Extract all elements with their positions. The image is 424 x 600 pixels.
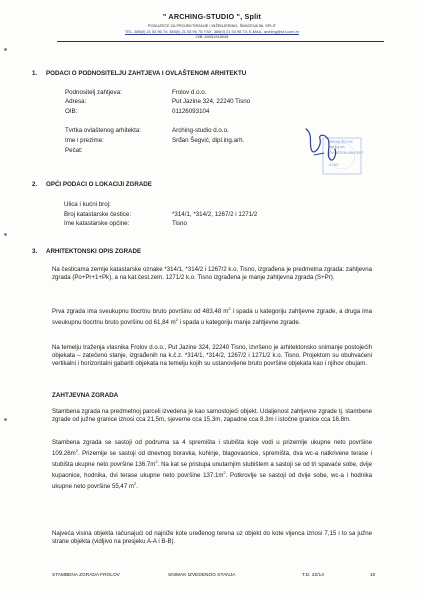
binding-hole (4, 233, 7, 236)
paragraph-survey: Na temelju traženja vlasnika Frolov d.o.o., Put Jazine 324, 22240 Tisno, izvršeno je arhitektonsko snimanje postojećih objekata – zatečeno stanje, izgrađenih na k.č.z. *314/1, *314/2, 1267/2 i 1271/2 k.o. Tisno. Projektom su obuhvaćeni vertikalni i horizontalni gabariti objekata na temelju kojih su ustanovljene bruto površine objekata kao i njihov obujam. (52, 344, 372, 367)
footer-document-type: SNIMAK IZVEDENOG STANJA (168, 573, 236, 578)
stamp-line: OVLAŠTENI ARHITEKT (329, 151, 364, 155)
company-contact: TEL. 385(0) 21 53 96 74; 385(0) 21 53 96 75; FAX. 385(0) 21 53 98 73; E-MAIL: arching@st.t-com.hr (124, 28, 300, 34)
paragraph-floors: Stambena zgrada se sastoji od podruma sa 4 spremišta i stubišta koje vodi u prizemlje ukupne neto površine $109.26m^2$. Prizemlje se sastoji od dnevnog boravka, kuhinje, blagovaonice, spremišta, dva wc-a natkrivene terase i stubišta ukupne neto površine $136.7m^2$. Na kat se pristupa unutarnjim stubištem a sastoji se od tri spavaće sobe, dvije kupaonice, hodnika, dvi terase ukupne neto površine $137.1m^2$. Potkrovlje se sastoji od dvije sobe, wc-a i hodnika ukupne neto površine 55,47 $m^2$. (52, 439, 373, 491)
oib-value: 01126093104 (172, 108, 210, 115)
stamp-line: A 1607 (329, 163, 339, 167)
subheading-demanding-building: ZAHTJEVNA ZGRADA (52, 392, 119, 399)
street-label: Ulica i kućni broj: (64, 201, 111, 208)
paragraph-areas: Prva zgrada ima sveukupnu tlocrtnu bruto površinu od 483,48 $m^2$ i spada u kategoriju zahtjevne zgrade, a druga ima sveukupnu tlocrtnu bruto površinu od 61,84 $m^2$ i spada u kategoriju manje zahtjevne zgrade. (52, 306, 372, 327)
architect-firm-value: Arching-studio d.o.o. (172, 127, 229, 134)
section-1-heading: 1. PODACI O PODNOSITELJU ZAHTJEVA I OVLAŠTENOM ARHITEKTU (32, 70, 247, 77)
parcel-number-value: *314/1, *314/2, 1267/2 i 1271/2 (172, 211, 258, 218)
footer-code: T.D. 22/14 (302, 573, 324, 578)
binding-hole (4, 48, 7, 51)
footer-page-number: 10 (370, 573, 376, 578)
stamp-line: dipl.ing.arh. (329, 145, 346, 149)
binding-hole (4, 418, 7, 421)
company-name: " ARCHING-STUDIO ", Split (162, 12, 262, 21)
architect-name-label: Ime i prezime: (65, 137, 104, 144)
paragraph-parcels: Na česticama zemlje katastarske oznake *314/1, *314/2 i 1267/2 k.o. Tisno, izgrađena je predmetna zgrada: zahtjevna zgrada (Po+Pr+1+Pk), a na kat.čest.zem. 1271/2 k.o. Tisno izgrađena je manje zahtjevna zgrada (S+Pr). (52, 266, 372, 281)
architect-firm-label: Tvrtka ovlaštenog arhitekta: (65, 127, 142, 134)
architect-signature (300, 125, 340, 170)
paragraph-distances: Stambena zgrada na predmetnoj parceli izvedena je kao samostojeći objekt. Udaljenost zahtjevne zgrade tj. stambene zgrade od južne granice iznosi cca 21,5m, sjeverne cca 15.3m, zapadne cca 8.3m i istočne granice cca 16.8m. (52, 408, 372, 423)
company-subtitle: PODUZEĆE ZA PROJEKTIRANJE I INŽENJERING, ŠIMIĆEVA 56, SPLIT (147, 23, 277, 28)
applicant-label: Podnositelj zahtjeva: (65, 89, 122, 96)
seal-label: Pečat: (65, 147, 83, 154)
paragraph-height: Najveća visina objekta računajući od najniže kote uređenog terena uz objekt do kote vijenca iznosi 7,15 i to sa južne strane objekta (vidljivo na presjeku A-A i B-B). (52, 530, 372, 545)
section-3-heading: 3. ARHITEKTONSKI OPIS ZGRADE (32, 248, 142, 255)
parcel-number-label: Broj katastarske čestice: (64, 211, 132, 218)
cadastral-municipality-value: Tisno (172, 220, 187, 227)
stamp-line: SRĐAN ŠEGVIĆ (329, 140, 354, 144)
oib-label: OIB: (65, 108, 78, 115)
architect-name-value: Srđan Šegvić, dipl.ing.arh. (172, 137, 245, 144)
applicant-value: Frolov d.o.o. (172, 89, 207, 96)
address-label: Adresa: (65, 98, 87, 105)
cadastral-municipality-label: Ime katastarske općine: (64, 220, 130, 227)
company-oib: OIB: 63051518045 (195, 34, 229, 39)
header-divider (57, 41, 384, 42)
section-2-heading: 2. OPĆI PODACI O LOKACIJI ZGRADE (32, 181, 152, 188)
address-value: Put Jazine 324, 22240 Tisno (172, 98, 251, 105)
footer-project: STAMBENA ZGRADA FROLOV (52, 573, 120, 578)
